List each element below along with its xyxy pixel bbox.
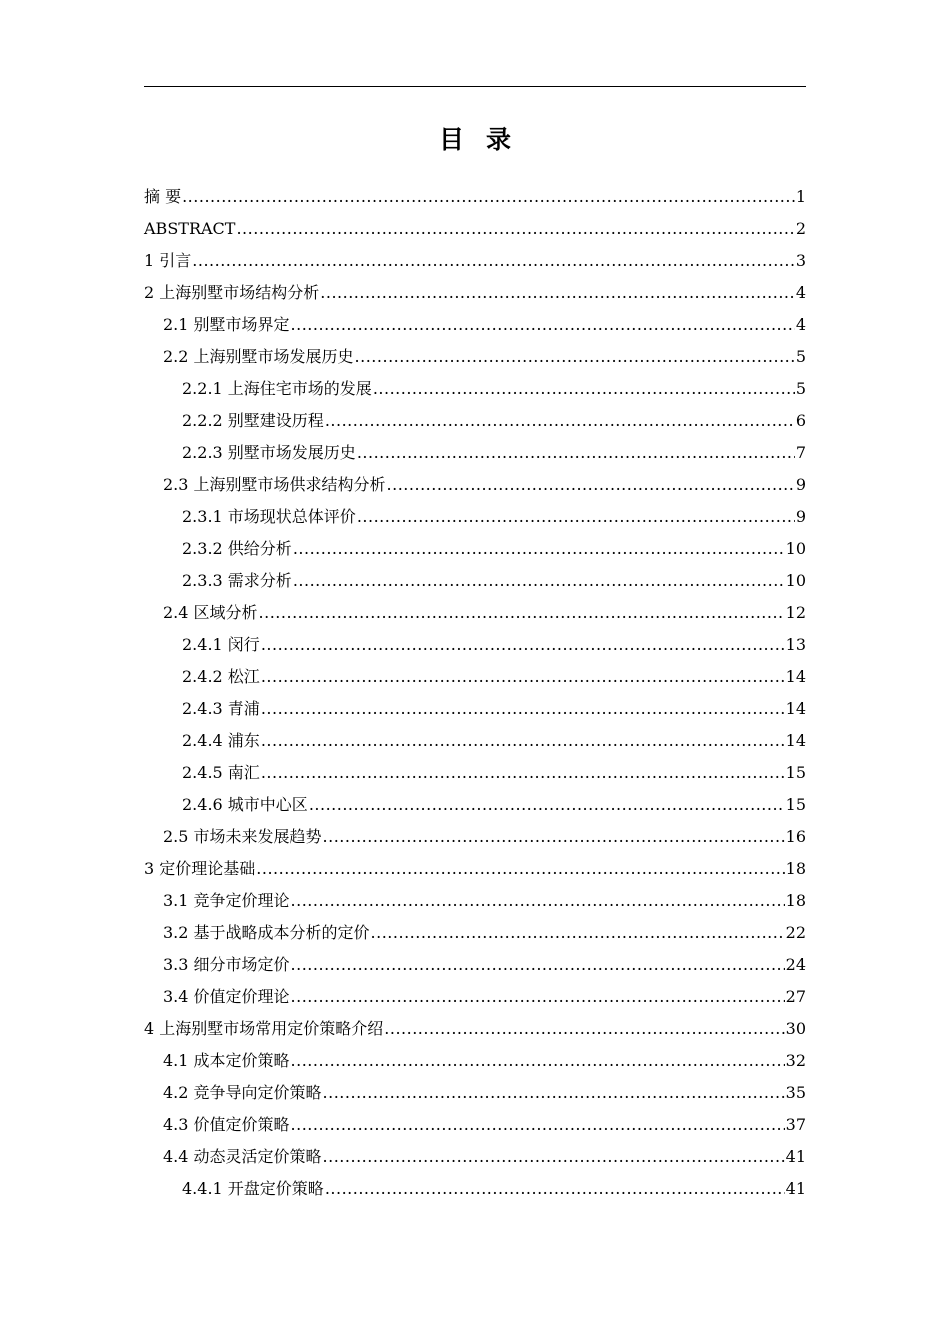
toc-entry[interactable] — [144, 1173, 806, 1205]
toc-entry-label: 2.2.2 别墅建设历程 — [182, 411, 324, 430]
toc-entry-page: 27 — [785, 987, 806, 1006]
toc-leader-dots — [325, 405, 795, 437]
toc-entry[interactable] — [144, 725, 806, 757]
toc-entry[interactable] — [144, 597, 806, 629]
toc-entry-page: 9 — [795, 475, 806, 494]
toc-entry[interactable] — [144, 437, 806, 469]
toc-entry[interactable] — [144, 853, 806, 885]
toc-entry[interactable] — [144, 885, 806, 917]
toc-entry[interactable] — [144, 341, 806, 373]
toc-entry-page: 10 — [785, 571, 806, 590]
toc-entry-label: 3.2 基于战略成本分析的定价 — [163, 923, 370, 942]
toc-entry-label: 2.4 区域分析 — [163, 603, 258, 622]
toc-entry-page: 5 — [795, 347, 806, 366]
toc-entry-label: 3 定价理论基础 — [144, 859, 256, 878]
toc-leader-dots — [357, 501, 795, 533]
toc-leader-dots — [261, 725, 785, 757]
toc-leader-dots — [309, 789, 785, 821]
toc-entry-page: 37 — [785, 1115, 806, 1134]
toc-entry-page: 1 — [795, 187, 806, 206]
toc-entry-page: 6 — [795, 411, 806, 430]
toc-leader-dots — [261, 661, 785, 693]
toc-entry-page: 2 — [795, 219, 806, 238]
toc-entry-label: 2.2.3 别墅市场发展历史 — [182, 443, 356, 462]
toc-entry[interactable] — [144, 1077, 806, 1109]
toc-entry-label: 2.2.1 上海住宅市场的发展 — [182, 379, 372, 398]
toc-entry[interactable] — [144, 1045, 806, 1077]
toc-leader-dots — [291, 309, 795, 341]
toc-leader-dots — [384, 1013, 784, 1045]
toc-entry-page: 32 — [785, 1051, 806, 1070]
toc-leader-dots — [293, 533, 785, 565]
toc-leader-dots — [291, 1109, 785, 1141]
toc-leader-dots — [261, 629, 785, 661]
toc-entry-label: 2.4.1 闵行 — [182, 635, 260, 654]
toc-entry-label: 2.2 上海别墅市场发展历史 — [163, 347, 354, 366]
toc-entry[interactable] — [144, 501, 806, 533]
toc-entry-page: 24 — [785, 955, 806, 974]
toc-leader-dots — [325, 1173, 785, 1205]
toc-entry-label: 4.2 竞争导向定价策略 — [163, 1083, 322, 1102]
toc-entry-label: 2.3.3 需求分析 — [182, 571, 292, 590]
toc-entry-page: 41 — [785, 1179, 806, 1198]
toc-leader-dots — [259, 597, 785, 629]
toc-leader-dots — [387, 469, 795, 501]
toc-entry[interactable] — [144, 981, 806, 1013]
toc-entry-label: 3.4 价值定价理论 — [163, 987, 290, 1006]
toc-entry-label: 4.1 成本定价策略 — [163, 1051, 290, 1070]
toc-entry[interactable] — [144, 245, 806, 277]
toc-entry-page: 14 — [785, 731, 806, 750]
toc-leader-dots — [291, 949, 785, 981]
toc-entry-label: 2.4.4 浦东 — [182, 731, 260, 750]
toc-entry-label: 3.1 竞争定价理论 — [163, 891, 290, 910]
toc-leader-dots — [323, 821, 785, 853]
toc-entry-page: 12 — [785, 603, 806, 622]
toc-leader-dots — [355, 341, 795, 373]
toc-entry-label: 2.4.3 青浦 — [182, 699, 260, 718]
toc-leader-dots — [323, 1077, 785, 1109]
toc-entry[interactable] — [144, 565, 806, 597]
toc-leader-dots — [320, 277, 795, 309]
toc-entry[interactable] — [144, 757, 806, 789]
toc-entry-label: 2.4.2 松江 — [182, 667, 260, 686]
toc-entry-page: 30 — [785, 1019, 806, 1038]
toc-entry-page: 13 — [785, 635, 806, 654]
page-title: 目录 — [438, 125, 533, 154]
toc-leader-dots — [236, 213, 794, 245]
toc-entry-label: 2.1 别墅市场界定 — [163, 315, 290, 334]
toc-entry[interactable] — [144, 533, 806, 565]
toc-entry-page: 41 — [785, 1147, 806, 1166]
toc-entry[interactable] — [144, 181, 806, 213]
toc-entry-label: 2.4.5 南汇 — [182, 763, 260, 782]
toc-entry[interactable] — [144, 821, 806, 853]
toc-leader-dots — [192, 245, 795, 277]
toc-entry-page: 7 — [795, 443, 806, 462]
toc-entry[interactable] — [144, 405, 806, 437]
toc-entry-label: 2.5 市场未来发展趋势 — [163, 827, 322, 846]
toc-entry-label: 1 引言 — [144, 251, 192, 270]
toc-entry-page: 5 — [795, 379, 806, 398]
toc-entry-page: 14 — [785, 699, 806, 718]
toc-entry[interactable] — [144, 1013, 806, 1045]
toc-entry[interactable] — [144, 661, 806, 693]
toc-entry-label: 4.4 动态灵活定价策略 — [163, 1147, 322, 1166]
toc-entry-page: 4 — [795, 315, 806, 334]
toc-leader-dots — [261, 693, 785, 725]
toc-leader-dots — [357, 437, 795, 469]
toc-entry-page: 18 — [785, 859, 806, 878]
toc-entry-label: ABSTRACT — [144, 219, 236, 238]
toc-entry-label: 2.3.2 供给分析 — [182, 539, 292, 558]
toc-entry-page: 15 — [785, 763, 806, 782]
toc-entry-label: 4 上海别墅市场常用定价策略介绍 — [144, 1019, 384, 1038]
toc-entry-page: 22 — [785, 923, 806, 942]
toc-entry[interactable] — [144, 309, 806, 341]
toc-entry[interactable] — [144, 917, 806, 949]
toc-leader-dots — [261, 757, 785, 789]
toc-entry-page: 10 — [785, 539, 806, 558]
toc-leader-dots — [182, 181, 795, 213]
toc-entry[interactable] — [144, 277, 806, 309]
toc-leader-dots — [291, 1045, 785, 1077]
toc-entry[interactable] — [144, 1109, 806, 1141]
toc-entry[interactable] — [144, 789, 806, 821]
toc-entry[interactable] — [144, 373, 806, 405]
toc-entry-label: 2.3.1 市场现状总体评价 — [182, 507, 356, 526]
toc-entry[interactable] — [144, 469, 806, 501]
toc-entry[interactable] — [144, 629, 806, 661]
toc-entry-page: 35 — [785, 1083, 806, 1102]
toc-entry-label: 2.4.6 城市中心区 — [182, 795, 308, 814]
toc-entry-page: 4 — [795, 283, 806, 302]
toc-entry-label: 4.3 价值定价策略 — [163, 1115, 290, 1134]
toc-leader-dots — [371, 917, 785, 949]
toc-entry-page: 9 — [795, 507, 806, 526]
toc-leader-dots — [323, 1141, 785, 1173]
toc-entry-page: 16 — [785, 827, 806, 846]
header-rule — [144, 86, 806, 87]
toc-entry-label: 4.4.1 开盘定价策略 — [182, 1179, 324, 1198]
toc-leader-dots — [291, 885, 785, 917]
toc-entry[interactable] — [144, 949, 806, 981]
toc-leader-dots — [373, 373, 795, 405]
toc-entry[interactable] — [144, 693, 806, 725]
toc-leader-dots — [293, 565, 785, 597]
toc-entry-label: 摘 要 — [144, 187, 182, 206]
toc-entry-page: 15 — [785, 795, 806, 814]
toc-entry-page: 14 — [785, 667, 806, 686]
toc-entry[interactable] — [144, 213, 806, 245]
toc-entry-page: 3 — [795, 251, 806, 270]
toc-entry-label: 2.3 上海别墅市场供求结构分析 — [163, 475, 386, 494]
toc-list — [144, 181, 806, 1205]
toc-entry[interactable] — [144, 1141, 806, 1173]
toc-entry-label: 3.3 细分市场定价 — [163, 955, 290, 974]
toc-leader-dots — [291, 981, 785, 1013]
toc-leader-dots — [256, 853, 784, 885]
toc-entry-page: 18 — [785, 891, 806, 910]
toc-entry-label: 2 上海别墅市场结构分析 — [144, 283, 320, 302]
